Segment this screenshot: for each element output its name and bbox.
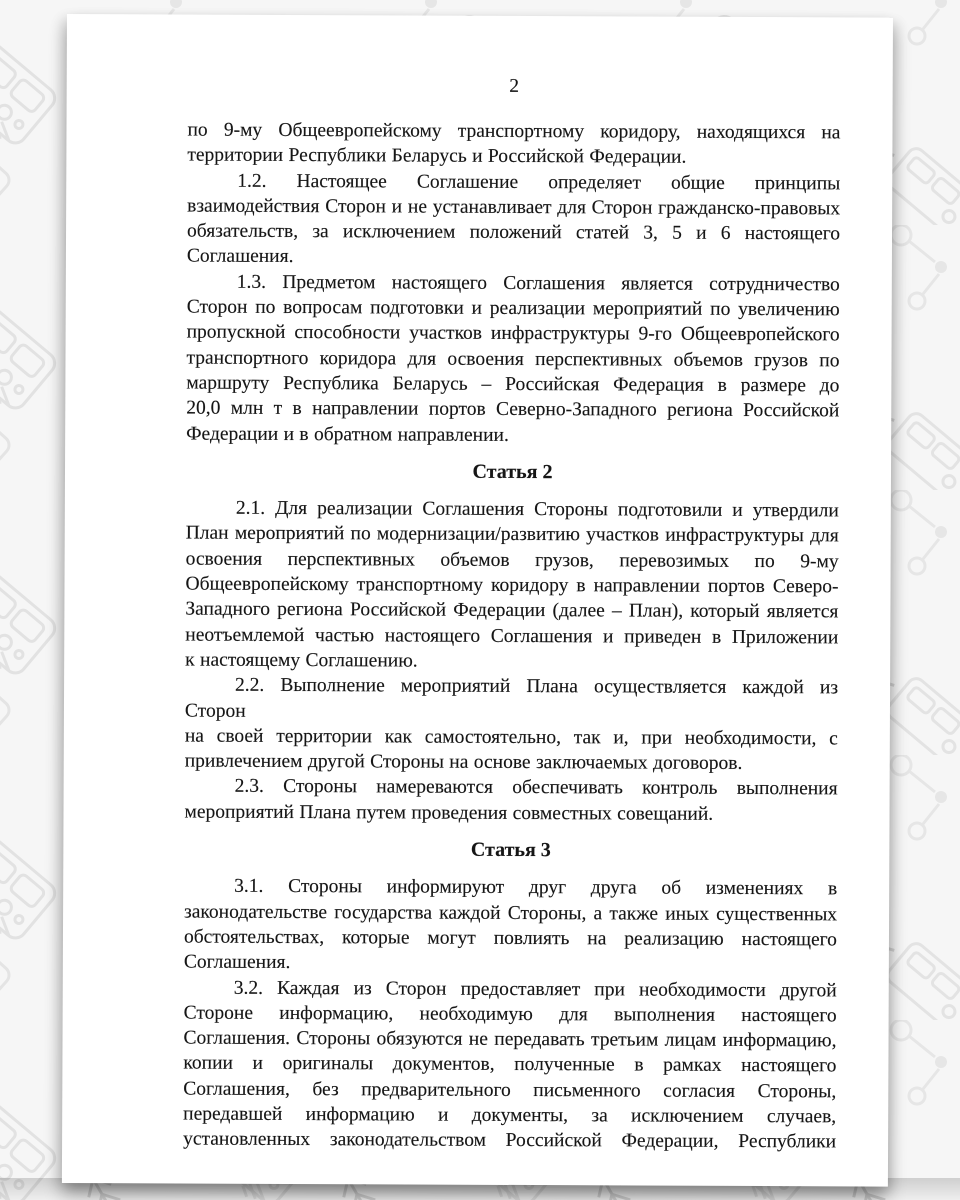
document-body	[183, 118, 841, 1155]
text-line: копии и оригиналы документов, полученные в рамках настоящего	[183, 1052, 837, 1077]
text-line: обязательств, за исключением положений статей 3, 5 и 6 настоящего	[187, 220, 841, 245]
text-line: Соглашения, без предварительного письменного согласия Стороны,	[183, 1078, 837, 1103]
article-heading: Статья 2	[472, 460, 553, 483]
paragraph	[184, 774, 837, 827]
text-line: к настоящему Соглашению.	[185, 649, 418, 672]
text-line: маршруту Республика Беларусь – Российская Федерация в размере до	[186, 372, 840, 397]
text-line: установленных законодательством Российской Федерации, Республики	[183, 1128, 837, 1153]
paragraph	[184, 874, 837, 978]
page-number: 2	[509, 75, 520, 97]
text-line: взаимодействия Сторон и не устанавливает для Сторон гражданско-правовых	[187, 195, 841, 220]
scanned-document-page	[62, 14, 893, 1187]
text-line: законодательстве государства каждой Стороны, а также иных существенных	[184, 901, 838, 925]
text-line: Федерации и в обратном направлении.	[186, 423, 509, 446]
text-line: 3.1. Стороны информируют друг друга об изменениях в	[234, 876, 838, 900]
paragraph	[183, 975, 837, 1155]
paragraph	[186, 269, 840, 449]
text-line: 2.2. Выполнение мероприятий Плана осуществляется каждой из Сторон	[184, 674, 839, 722]
text-line: территории Республики Беларусь и Российской Федерации.	[187, 144, 687, 169]
text-line: обстоятельствах, которые могут повлиять на реализацию настоящего	[183, 926, 838, 951]
paragraph	[187, 118, 840, 171]
text-line: неотъемлемой частью настоящего Соглашения и приведен в Приложении	[185, 624, 839, 649]
paragraph	[187, 168, 840, 272]
text-line: Соглашения. Стороны обязуются не передавать третьим лицам информацию,	[183, 1027, 837, 1052]
text-line: План мероприятий по модернизации/развитию участков инфраструктуры для	[185, 522, 839, 547]
paragraph	[185, 496, 839, 676]
text-line: Соглашения.	[183, 951, 291, 974]
text-line: освоения перспективных объемов грузов, перевозимых по 9-му	[185, 548, 839, 573]
text-line: 2.1. Для реализации Соглашения Стороны подготовили и утвердили	[235, 497, 839, 522]
article-heading: Статья 3	[470, 838, 551, 862]
text-line: по 9-му Общеевропейскому транспортному коридору, находящихся на	[187, 119, 841, 144]
text-line: Сторон по вопросам подготовки и реализации мероприятий по увеличению	[186, 296, 840, 321]
text-line: передавшей информацию и документы, за исключением случаев,	[183, 1103, 837, 1128]
text-line: привлечением другой Стороны на основе заключаемых договоров.	[184, 750, 743, 775]
text-line: 1.3. Предметом настоящего Соглашения является сотрудничество	[236, 271, 840, 296]
text-line: Западного региона Российской Федерации (далее – План), который является	[185, 598, 839, 623]
text-line: пропускной способности участков инфраструктуры 9-го Общеевропейского	[186, 321, 840, 346]
paragraph	[185, 673, 838, 777]
text-line: 2.3. Стороны намереваются обеспечивать контроль выполнения	[234, 776, 838, 800]
text-line: Стороне информацию, необходимую для выполнения настоящего	[183, 1002, 837, 1027]
text-line: Соглашения.	[186, 246, 294, 268]
text-line: 20,0 млн т в направлении портов Северно-Западного региона Российской	[186, 397, 840, 422]
text-line: мероприятий Плана путем проведения совместных совещаний.	[184, 801, 714, 825]
text-line: транспортного коридора для освоения перспективных объемов грузов по	[186, 347, 840, 372]
text-line: 1.2. Настоящее Соглашение определяет общие принципы	[237, 170, 841, 194]
text-line: 3.2. Каждая из Сторон предоставляет при необходимости другой	[233, 977, 837, 1001]
text-line: Общеевропейскому транспортному коридору в направлении портов Северо-	[185, 573, 839, 598]
text-line: на своей территории как самостоятельно, так и, при необходимости, с	[184, 725, 838, 750]
